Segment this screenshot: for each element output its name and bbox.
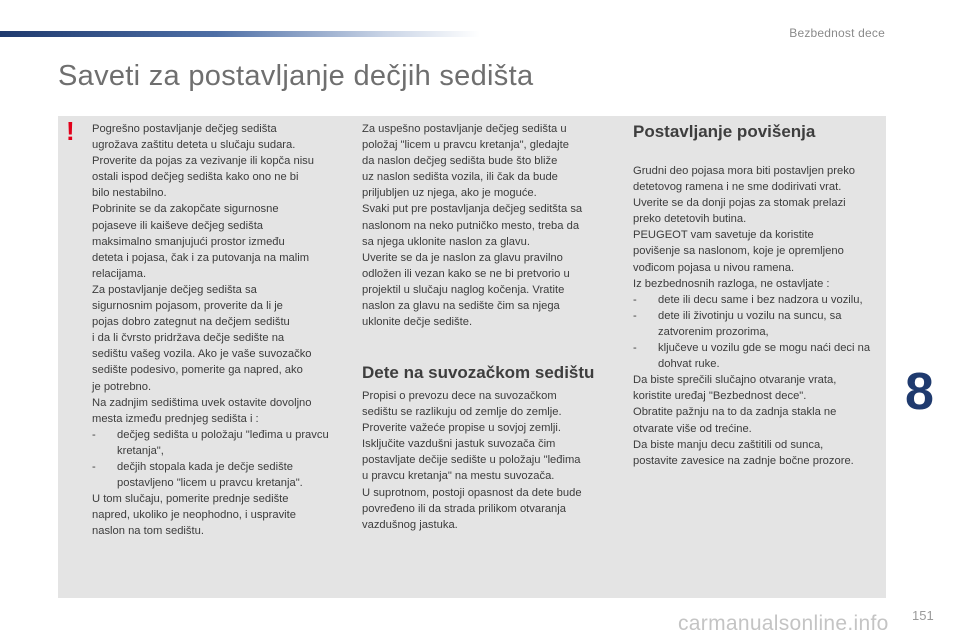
text-line: Propisi o prevozu dece na suvozačkom — [362, 390, 557, 402]
text-line: odložen ili vezan kako se ne bi pretvorio u — [362, 267, 570, 280]
text-line: mesta između prednjeg sedišta i : — [92, 412, 259, 425]
bullet-text: dečjih stopala kada je dečje sedište postavljeno "licem u pravcu kretanja". — [117, 460, 303, 490]
text-line: relacijama. — [92, 267, 147, 280]
text-line: priljubljen uz njega, ako je moguće. — [362, 187, 537, 200]
bullet-text: dečjeg sedišta u položaju "leđima u pravcu kretanja", — [117, 428, 329, 457]
text-line: povređeno ili da strada prilikom otvaranja — [362, 502, 566, 515]
text-line: pojaseve ili kaiševe dečjeg sedišta — [92, 219, 264, 232]
text-line: uklonite dečje sedište. — [362, 316, 473, 329]
bullet-dash: - — [92, 460, 96, 473]
text-line: deteta i pojasa, čak i za putovanja na malim — [92, 251, 310, 264]
text-line: Da biste manju decu zaštitili od sunca, — [633, 438, 824, 451]
text-line: povišenje sa naslonom, koje je opremljeno — [633, 245, 844, 258]
text-line: projektil u slučaju naglog kočenja. Vratite — [362, 283, 565, 296]
header-accent-bar — [0, 31, 480, 37]
text-line: ostali ispod dečjeg sedišta kako ono ne bi — [92, 171, 299, 184]
text-line: sedištu se razlikuju od zemlje do zemlje. — [362, 406, 562, 419]
text-line: postavljate dečije sedište u položaju "leđima — [362, 454, 581, 467]
list-item — [92, 427, 344, 459]
text-line: maksimalno smanjujući prostor između — [92, 235, 285, 248]
text-line: napred, ukoliko je neophodno, i uspravite — [92, 509, 297, 522]
booster-text-column — [633, 163, 883, 469]
list-item — [633, 308, 883, 340]
text-line: Uverite se da je naslon za glavu pravilno — [362, 251, 563, 264]
text-line: detetovog ramena i ne sme dodirivati vrat. — [633, 181, 842, 194]
watermark: carmanualsonline.info — [678, 612, 889, 635]
bullet-text: ključeve u vozilu gde se mogu naći deci na dohvat ruke. — [658, 342, 871, 371]
text-line: vazdušnog jastuka. — [362, 518, 458, 531]
text-line: ugrožava zaštitu deteta u slučaju sudara. — [92, 139, 296, 152]
list-item — [633, 340, 883, 372]
text-line: i da li čvrsto pridržava dečje sedište na — [92, 332, 285, 345]
text-line: Za uspešno postavljanje dečjeg sedišta u — [362, 123, 567, 135]
text-line: koristite uređaj "Bezbednost dece". — [633, 390, 807, 403]
text-line: sedištu vašeg vozila. Ako je vaše suvozačko — [92, 348, 312, 361]
text-line: bilo nestabilno. — [92, 187, 167, 200]
text-line: Za postavljanje dečjeg sedišta sa — [92, 283, 257, 296]
page-number: 151 — [912, 608, 934, 623]
bullet-dash: - — [633, 309, 637, 322]
text-line: je potrebno. — [92, 380, 152, 393]
bullet-text: dete ili životinju u vozilu na suncu, sa zatvorenim prozorima, — [658, 309, 842, 338]
text-line: u pravcu kretanja" na mestu suvozača. — [362, 470, 555, 483]
text-line: Isključite vazdušni jastuk suvozača čim — [362, 438, 556, 451]
list-item — [633, 292, 883, 308]
bullet-text: dete ili decu same i bez nadzora u vozilu, — [658, 293, 863, 306]
text-line: Proverite da pojas za vezivanje ili kopča nisu — [92, 155, 315, 168]
text-line: U suprotnom, postoji opasnost da dete bude — [362, 486, 582, 499]
middle-text-column — [362, 121, 614, 330]
text-line: uz naslon sedišta vozila, ili čak da bude — [362, 171, 558, 184]
text-line: Svaki put pre postavljanja dečjeg seditšta sa — [362, 203, 583, 216]
text-line: PEUGEOT vam savetuje da koristite — [633, 229, 814, 242]
text-line: sedište podesivo, pomerite ga napred, ako — [92, 364, 303, 377]
text-line: vođicom pojasa u nivou ramena. — [633, 261, 795, 274]
bullet-dash: - — [633, 293, 637, 306]
text-line: Obratite pažnju na to da zadnja stakla ne — [633, 406, 837, 419]
text-line: Proverite važeće propise u sovjoj zemlji. — [362, 422, 561, 435]
text-line: postavite zavesice na zadnje bočne prozore. — [633, 454, 854, 467]
text-line: sigurnosnim pojasom, proverite da li je — [92, 300, 283, 313]
text-line: položaj "licem u pravcu kretanja", gledajte — [362, 139, 569, 152]
text-line: pojas dobro zategnut na dečjem sedištu — [92, 316, 290, 329]
section-heading-booster: Postavljanje povišenja — [633, 122, 816, 141]
text-line: otvarate više od trećine. — [633, 422, 752, 435]
text-line: Iz bezbednosnih razloga, ne ostavljate : — [633, 277, 830, 290]
list-item — [92, 459, 344, 491]
section-heading-front-seat: Dete na suvozačkom sedištu — [362, 363, 595, 382]
text-line: Na zadnjim sedištima uvek ostavite dovoljno — [92, 396, 312, 409]
warning-text-column — [92, 121, 344, 539]
text-line: Pobrinite se da zakopčate sigurnosne — [92, 203, 279, 216]
text-line: da naslon dečjeg sedišta bude što bliže — [362, 155, 558, 168]
bullet-dash: - — [633, 342, 637, 355]
text-line: Pogrešno postavljanje dečjeg sedišta — [92, 123, 277, 135]
front-seat-text-column — [362, 388, 614, 533]
page-title: Saveti za postavljanje dečjih sedišta — [58, 60, 534, 92]
text-line: Uverite se da donji pojas za stomak prelazi — [633, 197, 846, 210]
warning-icon: ! — [66, 116, 75, 146]
section-label: Bezbednost dece — [789, 26, 885, 40]
text-line: naslonom na neko putničko mesto, treba da — [362, 219, 580, 232]
text-line: Da biste sprečili slučajno otvaranje vrata, — [633, 374, 837, 387]
bullet-dash: - — [92, 428, 96, 441]
text-line: Grudni deo pojasa mora biti postavljen preko — [633, 165, 856, 177]
text-line: preko detetovih butina. — [633, 213, 747, 226]
text-line: U tom slučaju, pomerite prednje sedište — [92, 493, 289, 506]
chapter-number: 8 — [905, 363, 934, 421]
text-line: naslon na tom sedištu. — [92, 525, 204, 538]
text-line: sa njega uklonite naslon za glavu. — [362, 235, 530, 248]
text-line: naslon za glavu na sedište čim sa njega — [362, 300, 560, 313]
